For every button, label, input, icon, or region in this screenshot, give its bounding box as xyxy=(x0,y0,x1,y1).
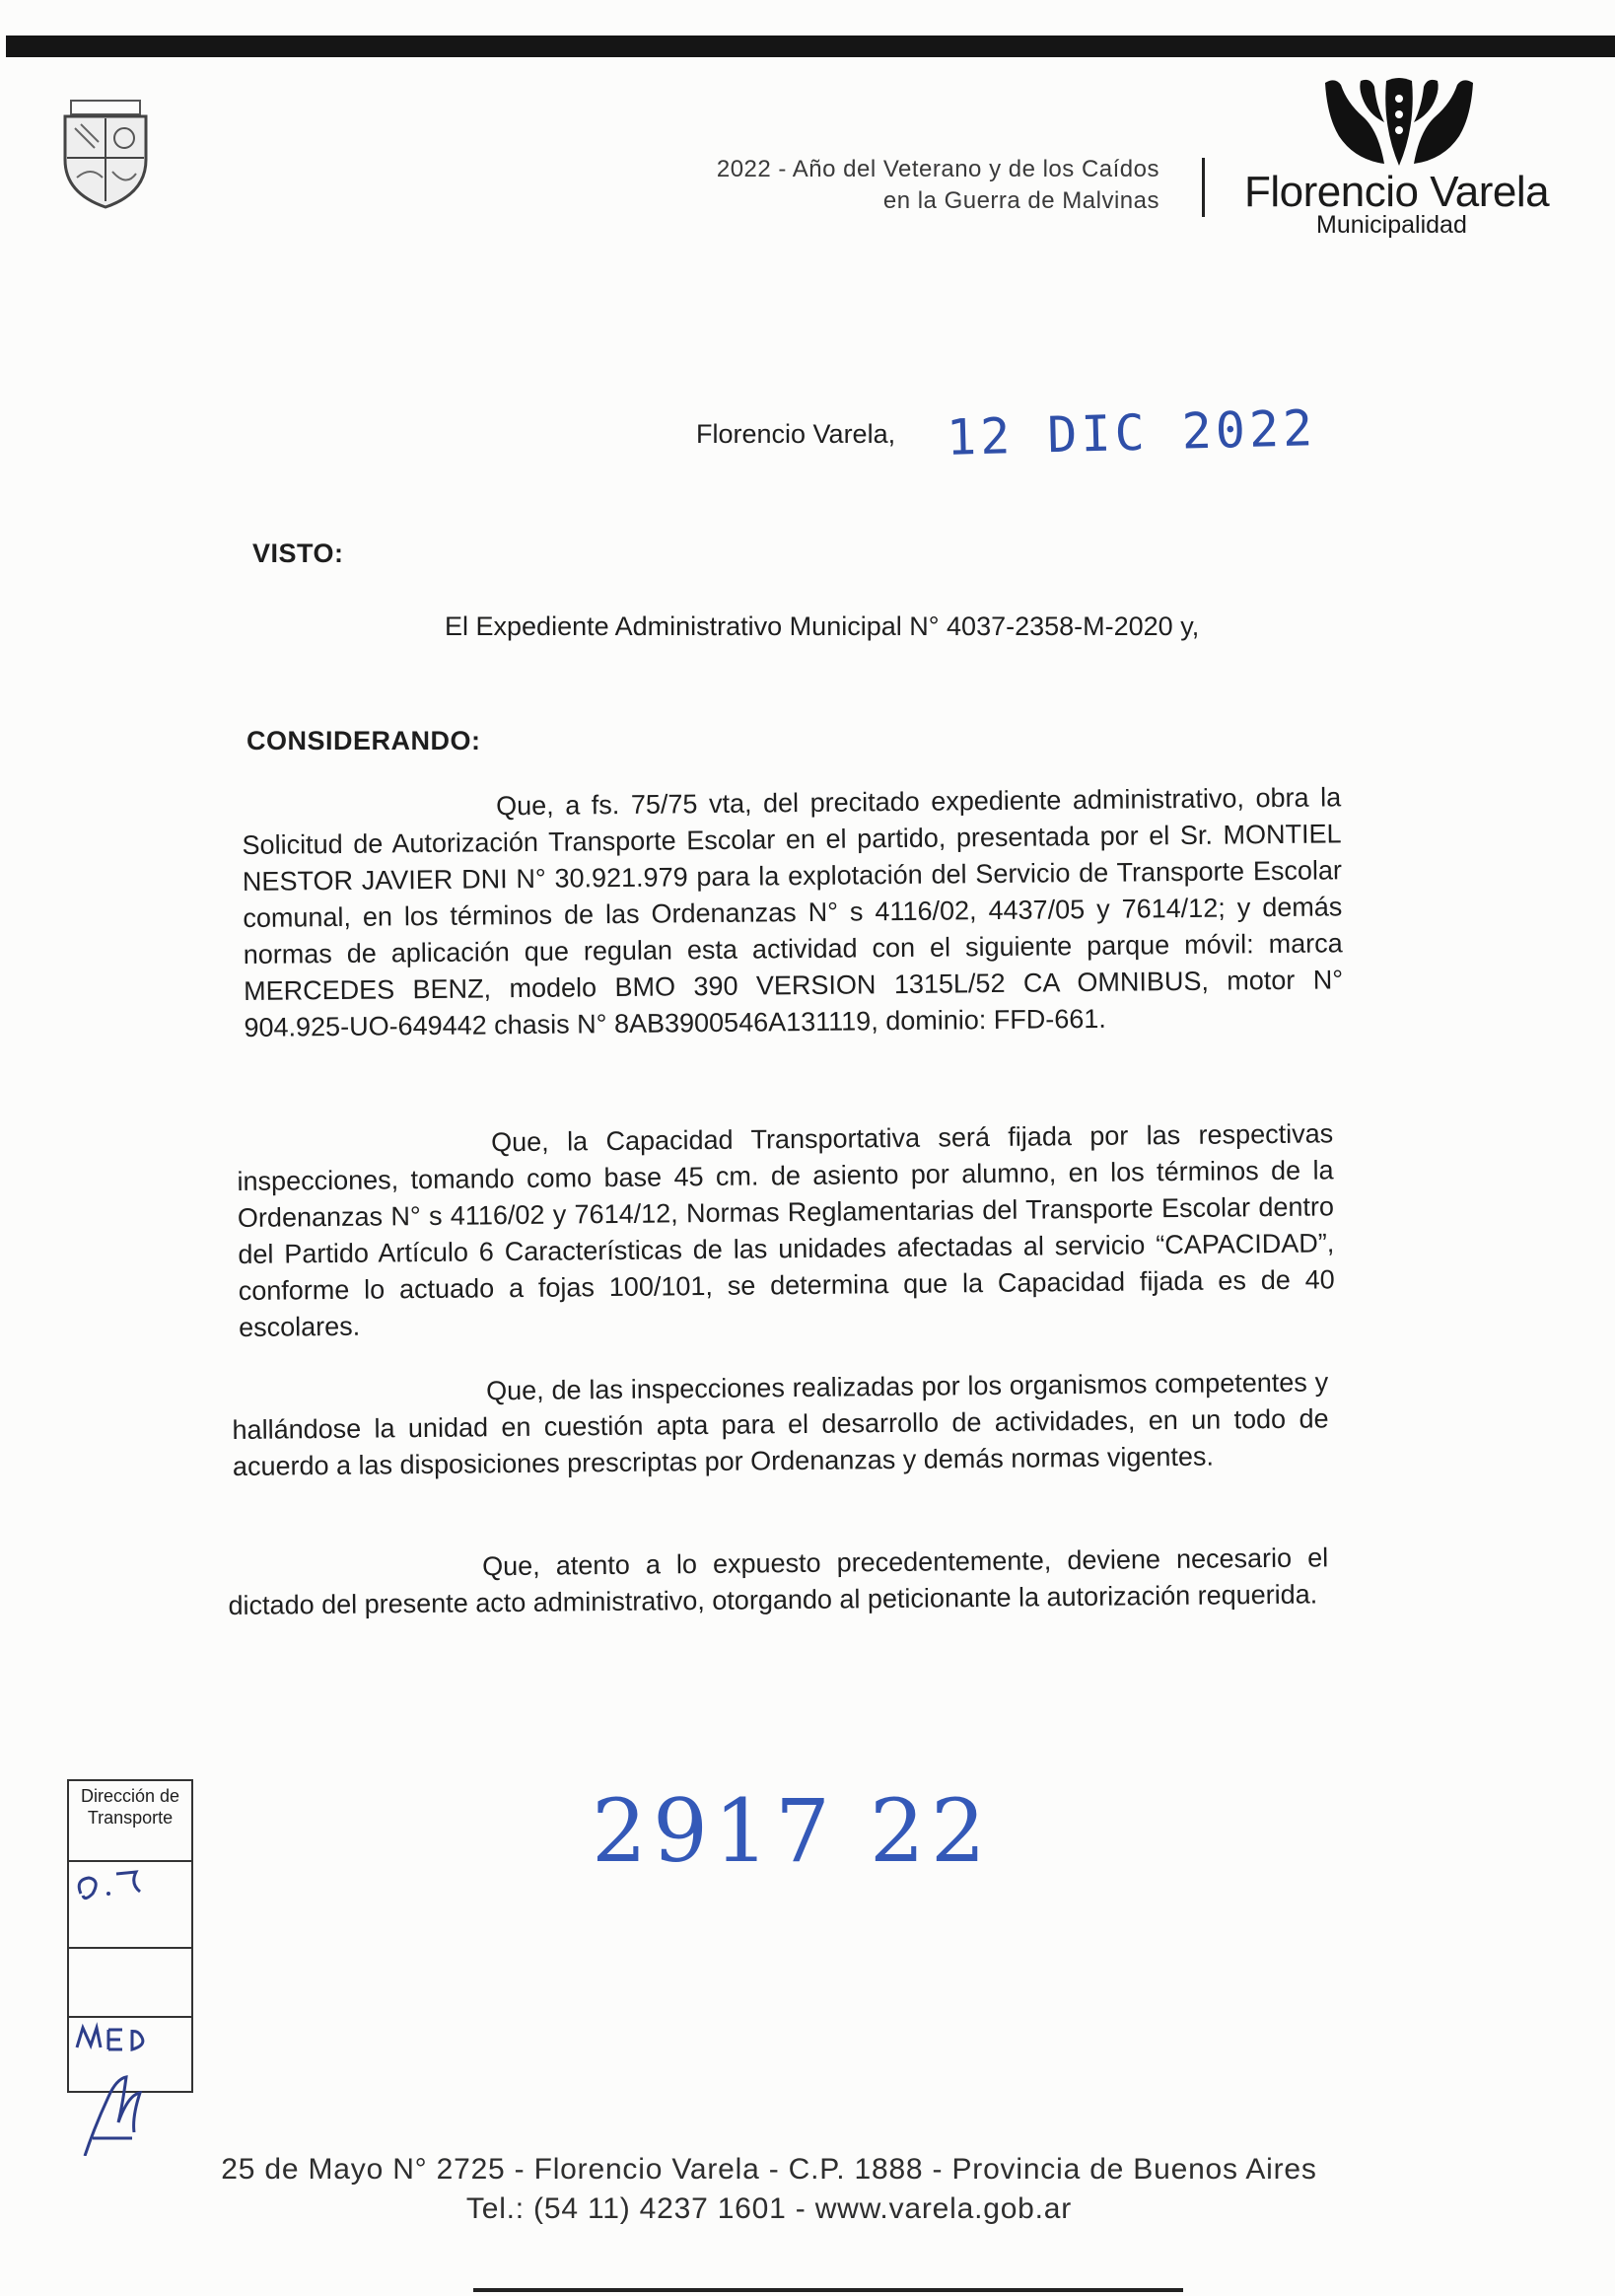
municipal-logo-icon xyxy=(1325,77,1473,168)
footer xyxy=(158,2150,1380,2229)
footer-address: 25 de Mayo N° 2725 - Florencio Varela - C.P. 1888 - Provincia de Buenos Aires xyxy=(221,2153,1317,2186)
paragraph xyxy=(232,1364,1329,1485)
header-divider xyxy=(1202,158,1205,217)
coat-of-arms-icon xyxy=(61,99,150,209)
paragraph xyxy=(228,1540,1329,1624)
paragraph-text: Que, a fs. 75/75 vta, del precitado expediente administrativo, obra la Solicitud de Autorización Transporte Escolar en el partido, presentada por el Sr. MONTIEL NESTOR JAVIER DNI N° 30.921.979 para la explotación del Servicio de Transporte Escolar comunal, en los términos de las Ordenanzas N° s 4116/02, 4437/05 y 7614/12; y demás normas de aplicación que regulan esta actividad con el siguiente parque móvil: marca MERCEDES BENZ, modelo BMO 390 VERSION 1315L/52 CA OMNIBUS, motor N° 904.925-UO-649442 chasis N° 8AB3900546A131119, dominio: FFD-661. xyxy=(242,782,1344,1042)
transport-office-stamp-title: Dirección de Transporte xyxy=(69,1781,191,1862)
municipal-brand-name: Florencio Varela xyxy=(1244,168,1550,216)
paragraph xyxy=(242,779,1344,1046)
top-border xyxy=(6,36,1615,57)
header-motto-line-1: 2022 - Año del Veterano y de los Caídos xyxy=(716,156,1159,182)
expediente-line: El Expediente Administrativo Municipal N° 4037-2358-M-2020 y, xyxy=(445,611,1200,641)
header-motto-line-2: en la Guerra de Malvinas xyxy=(882,187,1159,214)
visto-heading: VISTO: xyxy=(252,538,344,568)
municipal-brand-subtitle: Municipalidad xyxy=(1316,211,1467,239)
considerando-heading: CONSIDERANDO: xyxy=(246,726,481,755)
place-label: Florencio Varela, xyxy=(696,419,896,449)
paragraph-text: Que, atento a lo expuesto precedentemente, deviene necesario el dictado del presente acto administrativo, otorgando al peticionante la autorización requerida. xyxy=(228,1543,1329,1620)
date-stamp: 12 DIC 2022 xyxy=(946,399,1317,466)
resolution-number-stamp: 2917 22 xyxy=(592,1780,992,1882)
paragraph xyxy=(237,1115,1335,1346)
handwritten-initials-signature xyxy=(71,1860,209,2156)
header-motto xyxy=(552,154,1159,217)
paragraph-text: Que, la Capacidad Transportativa será fijada por las respectivas inspecciones, tomando como base 45 cm. de asiento por alumno, en los términos de la Ordenanzas N° s 4116/02 y 7614/12, Normas Reglamentarias del Transporte Escolar dentro del Partido Artículo 6 Características de las unidades afectadas al servicio “CAPACIDAD”, conforme lo actuado a fojas 100/101, se determina que la Capacidad fijada es de 40 escolares. xyxy=(237,1118,1335,1342)
paragraph-text: Que, de las inspecciones realizadas por los organismos competentes y hallándose la unidad en cuestión apta para el desarrollo de actividades, en un todo de acuerdo a las disposiciones prescriptas por Ordenanzas y demás normas vigentes. xyxy=(232,1367,1329,1481)
bottom-border xyxy=(473,2288,1183,2292)
footer-contact: Tel.: (54 11) 4237 1601 - www.varela.gob.ar xyxy=(465,2192,1073,2225)
